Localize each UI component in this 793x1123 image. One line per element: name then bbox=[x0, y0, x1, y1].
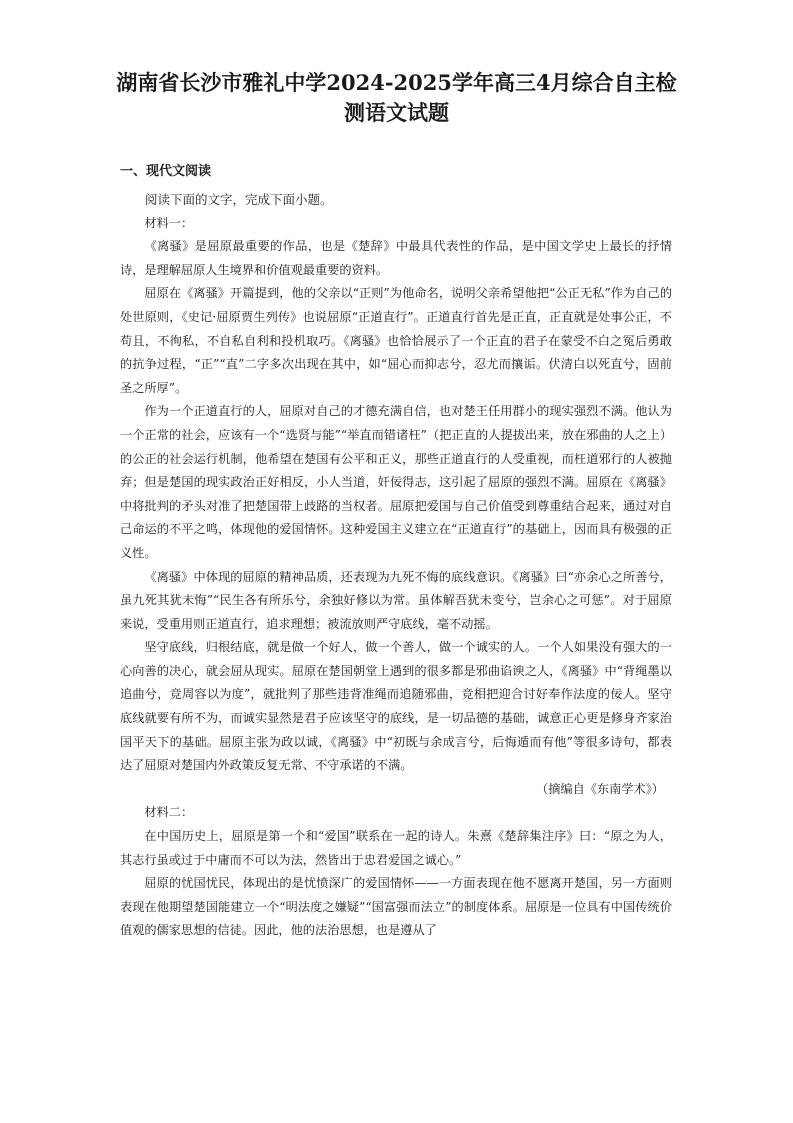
paragraph: 屈原在《离骚》开篇提到，他的父亲以“正则”为他命名，说明父亲希望他把“公正无私”作为自己的处世原则，《史记·屈原贾生列传》也说屈原“正道直行”。正道直行首先是正直，正直就是处事公正，不苟且，不徇私，不自私自利和投机取巧。《离骚》也恰恰展示了一个正直的君子在蒙受不白之冤后勇敢的抗争过程，“正”“直”二字多次出现在其中，如“屈心而抑志兮，忍尤而攘诟。伏清白以死直兮，固前圣之所厚”。 bbox=[120, 286, 672, 395]
instruction-text: 阅读下面的文字，完成下面小题。 bbox=[145, 192, 333, 207]
paragraph: 坚守底线，归根结底，就是做一个好人，做一个善人，做一个诚实的人。一个人如果没有强大的一心向善的决心，就会屈从现实。屈原在楚国朝堂上遇到的很多都是邪曲谄谀之人，《离骚》中“背绳墨以追曲兮，竞周容以为度”，就批判了那些违背准绳而追随邪曲，竞相把迎合讨好奉作法度的佞人。坚守底线就要有所不为，而诚实显然是君子应该坚守的底线，是一切品德的基础，诚意正心更是修身齐家治国平天下的基础。屈原主张为政以诚，《离骚》中“初既与余成言兮，后悔遁而有他”等很多诗句，都表达了屈原对楚国内外政策反复无常、不守承诺的不满。 bbox=[120, 640, 672, 773]
paragraph: 屈原的忧国忧民，体现出的是忧愤深广的爱国情怀——一方面表现在他不愿离开楚国，另一方面则表现在他期望楚国能建立一个“明法度之嫌疑”“国富强而法立”的制度体系。屈原是一位具有中国传统价值观的儒家思想的信徒。因此，他的法治思想，也是遵从了 bbox=[120, 876, 672, 938]
paragraph: 在中国历史上，屈原是第一个和“爱国”联系在一起的诗人。朱熹《楚辞集注序》曰：“原之为人，其志行虽或过于中庸而不可以为法，然皆出于忠君爱国之诚心。” bbox=[120, 829, 672, 867]
document-body bbox=[120, 188, 672, 943]
paragraph: 《离骚》中体现的屈原的精神品质，还表现为九死不悔的底线意识。《离骚》曰“亦余心之所善兮，虽九死其犹未悔”“民生各有所乐兮，余独好修以为常。虽体解吾犹未变兮，岂余心之可惩”。对于屈原来说，受重用则正道直行，追求理想；被流放则严守底线，毫不动摇。 bbox=[120, 569, 672, 631]
document-title: 湖南省长沙市雅礼中学2024-2025学年高三4月综合自主检测语文试题 bbox=[116, 70, 677, 125]
section-heading: 一、现代文阅读 bbox=[120, 164, 212, 179]
source-citation: （摘编自《东南学术》） bbox=[536, 781, 664, 796]
paragraph: 《离骚》是屈原最重要的作品，也是《楚辞》中最具代表性的作品，是中国文学史上最长的抒情诗，是理解屈原人生境界和价值观最重要的资料。 bbox=[120, 239, 672, 277]
material-label: 材料二： bbox=[144, 805, 194, 820]
paragraph: 作为一个正道直行的人，屈原对自己的才德充满自信，也对楚王任用群小的现实强烈不满。他认为一个正常的社会，应该有一个“选贤与能”“举直而错诸枉”（把正直的人提拔出来，放在邪曲的人之上）的公正的社会运行机制，他希望在楚国有公平和正义，那些正道直行的人受重视，而枉道邪行的人被抛弃；但是楚国的现实政治正好相反，小人当道，奸佞得志，这引起了屈原的强烈不满。屈原在《离骚》中将批判的矛头对准了把楚国带上歧路的当权者。屈原把爱国与自己价值受到尊重结合起来，通过对自己命运的不平之鸣，体现他的爱国情怀。这种爱国主义建立在“正道直行”的基础上，因而具有极强的正义性。 bbox=[120, 404, 672, 560]
material-label: 材料一： bbox=[144, 215, 194, 230]
